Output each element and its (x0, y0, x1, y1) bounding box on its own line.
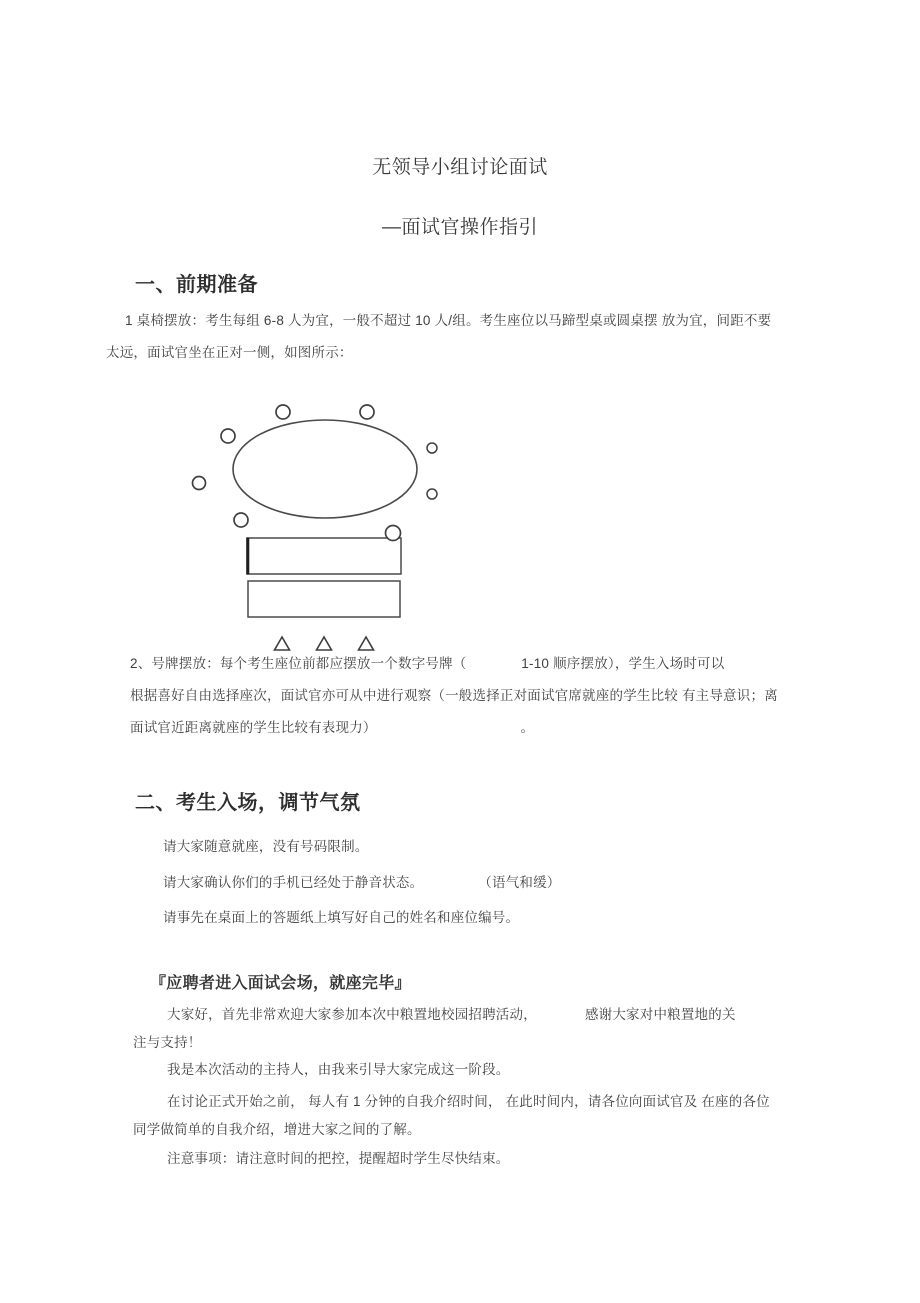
instruction-line-1: 请大家随意就座，没有号码限制。 (163, 839, 369, 854)
para-numbers-line3: 面试官近距离就座的学生比较有表现力） 。 (130, 720, 535, 735)
candidate-seat-1 (276, 405, 290, 419)
seating-diagram (180, 395, 450, 660)
stage-note: 『应聘者进入面试会场，就座完毕』 (150, 975, 411, 992)
candidate-seat-4 (193, 477, 206, 490)
interviewer-chair-1 (275, 637, 290, 650)
candidate-seat-3 (221, 429, 235, 443)
script-line-2: 注与支持！ (133, 1035, 202, 1050)
script-line-5: 同学做简单的自我介绍，增进大家之间的了解。 (133, 1122, 421, 1137)
para-tables-line2: 太远，面试官坐在正对一侧，如图所示： (106, 345, 353, 360)
document-title: 无领导小组讨论面试 (372, 157, 548, 178)
interviewer-table-2 (248, 581, 400, 617)
script-line-1: 大家好，首先非常欢迎大家参加本次中粮置地校园招聘活动， 感谢大家对中粮置地的关 (167, 1007, 736, 1022)
instruction-line-3: 请事先在桌面上的答题纸上填写好自己的姓名和座位编号。 (163, 910, 520, 925)
instruction-line-2: 请大家确认你们的手机已经处于静音状态。 （语气和缓） (163, 875, 561, 890)
candidate-seat-7 (234, 513, 248, 527)
interviewer-chair-2 (317, 637, 332, 650)
script-line-4: 在讨论正式开始之前， 每人有 1 分钟的自我介绍时间， 在此时间内，请各位向面试官及 在座的各位 (167, 1094, 770, 1109)
candidate-seat-5 (427, 443, 437, 453)
candidate-seat-8 (386, 526, 401, 541)
interviewer-table-1 (247, 538, 401, 574)
section-heading-preparation: 一、前期准备 (135, 274, 258, 296)
section-heading-entry: 二、考生入场，调节气氛 (135, 792, 361, 814)
candidate-seat-2 (360, 405, 374, 419)
oval-table (233, 420, 417, 518)
script-line-6: 注意事项：请注意时间的把控，提醒超时学生尽快结束。 (167, 1151, 510, 1166)
interviewer-chair-3 (359, 637, 374, 650)
candidate-seat-6 (427, 489, 437, 499)
para-numbers-line1: 2、号牌摆放：每个考生座位前都应摆放一个数字号牌（ 1-10 顺序摆放），学生入场时可以 (130, 656, 725, 671)
para-tables-line1: 1 桌椅摆放：考生每组 6-8 人为宜，一般不超过 10 人/组。考生座位以马蹄型桌或圆桌摆 放为宜，间距不要 (125, 313, 772, 328)
script-line-3: 我是本次活动的主持人，由我来引导大家完成这一阶段。 (167, 1062, 510, 1077)
document-subtitle: —面试官操作指引 (381, 217, 538, 238)
para-numbers-line2: 根据喜好自由选择座次，面试官亦可从中进行观察（一般选择正对面试官席就座的学生比较 有主导意识；离 (130, 688, 778, 703)
